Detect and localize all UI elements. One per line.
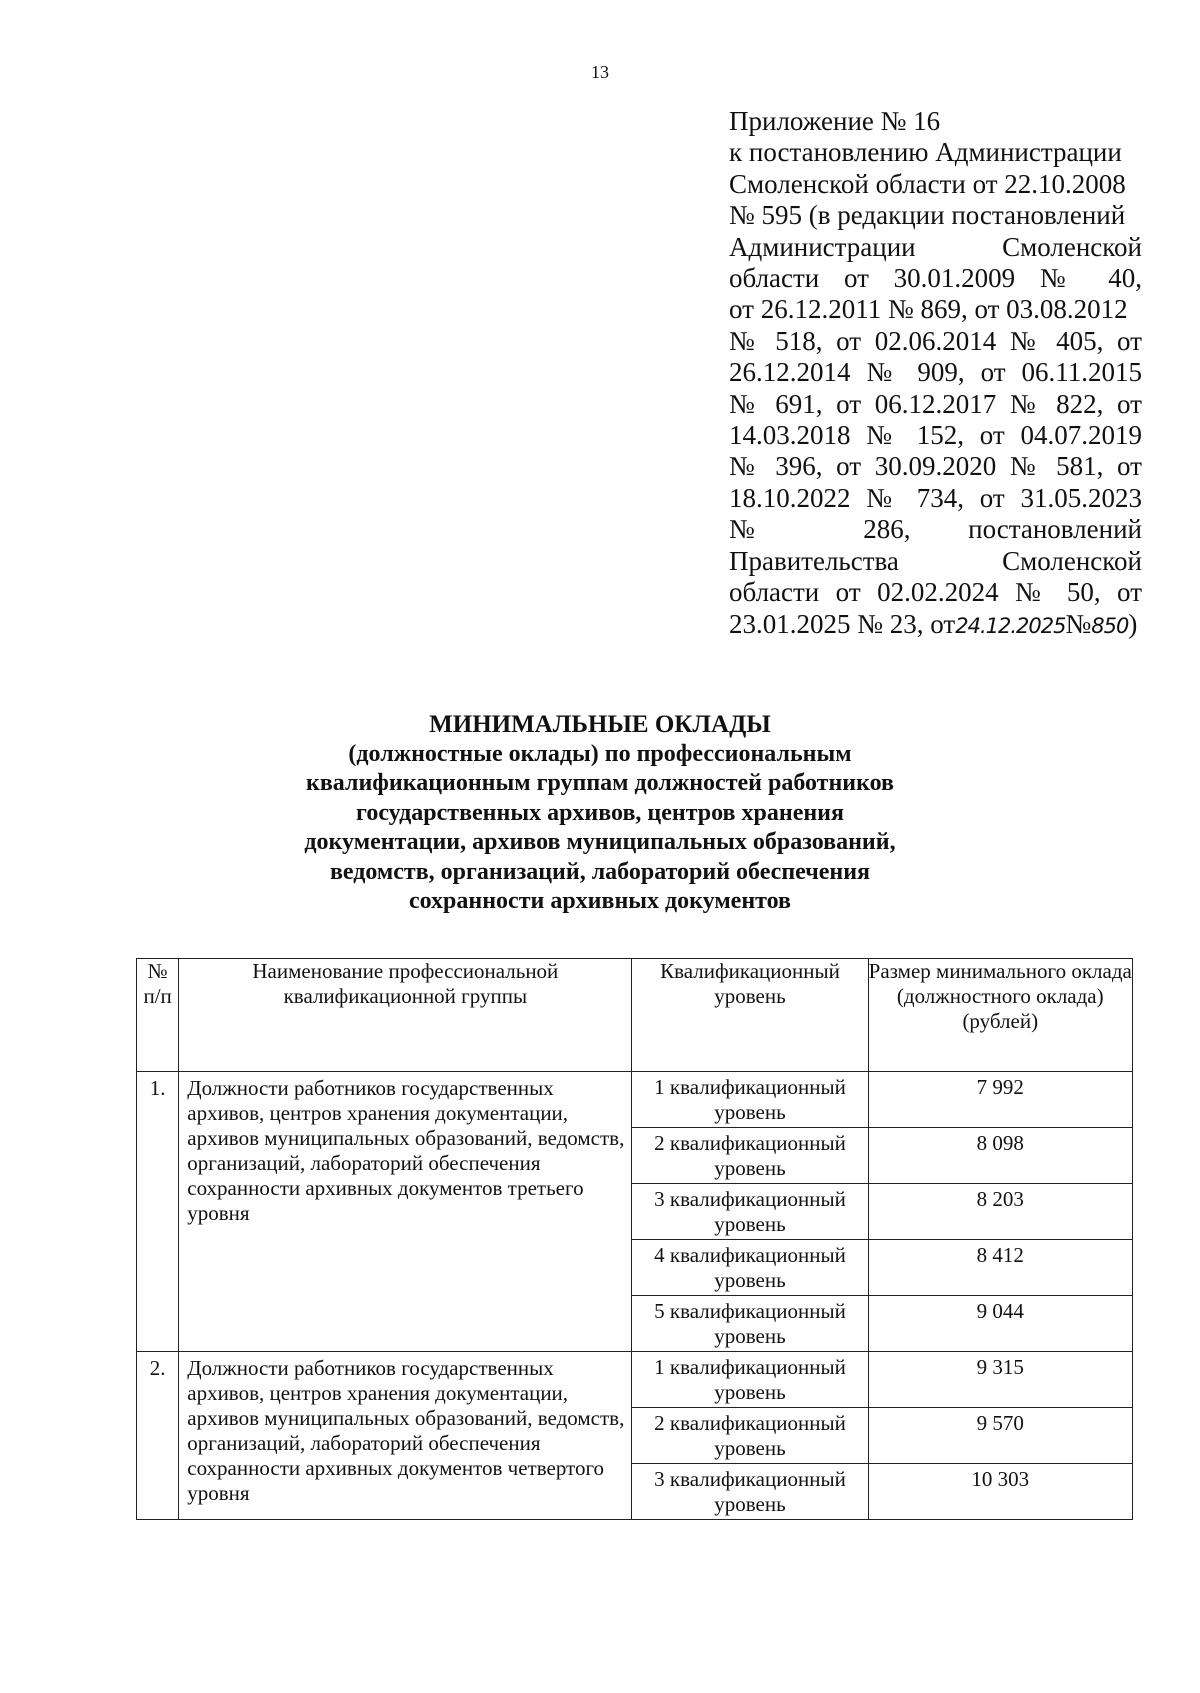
group-name: Должности работников государственных архивов, центров хранения документации, архивов муниципальных образований, ведомств, организаций, лабораторий обеспечения сохранности архивных документов третьего уровня: [179, 1072, 632, 1352]
handwritten-date: 24.12.2025: [955, 613, 1066, 638]
salary-cell: 9 570: [868, 1408, 1132, 1464]
appendix-line: 26.12.2014 № 909, от 06.11.2015: [729, 357, 1142, 388]
salary-cell: 9 315: [868, 1352, 1132, 1408]
level-cell: 1 квалификационный уровень: [632, 1072, 868, 1128]
appendix-closing: ): [1128, 608, 1138, 639]
table-row: [137, 1352, 1133, 1408]
group-num: 2.: [137, 1352, 179, 1520]
salary-cell: 9 044: [868, 1296, 1132, 1352]
salary-cell: 8 203: [868, 1184, 1132, 1240]
handwritten-number: 850: [1091, 613, 1129, 638]
appendix-line: от 26.12.2011 № 869, от 03.08.2012: [729, 294, 1128, 325]
table-header-row: [137, 959, 1133, 1072]
handwritten-number-sign: №: [1065, 608, 1092, 639]
salary-cell: 10 303: [868, 1464, 1132, 1520]
group-num: 1.: [137, 1072, 179, 1352]
appendix-line: Администрации Смоленской: [729, 231, 1142, 262]
appendix-block: [729, 106, 1142, 642]
appendix-line: Правительства Смоленской: [729, 545, 1142, 576]
title-line: квалификационным группам должностей работников: [306, 770, 894, 796]
appendix-last-line: [729, 609, 1142, 642]
level-cell: 4 квалификационный уровень: [632, 1240, 868, 1296]
header-size: Размер минимального оклада (должностного оклада) (рублей): [868, 959, 1132, 1072]
header-num: № п/п: [137, 959, 179, 1072]
appendix-line: № 691, от 06.12.2017 № 822, от: [729, 388, 1142, 419]
level-cell: 2 квалификационный уровень: [632, 1128, 868, 1184]
appendix-line: № 595 (в редакции постановлений: [729, 200, 1126, 231]
level-cell: 1 квалификационный уровень: [632, 1352, 868, 1408]
appendix-line: № 286, постановлений: [729, 514, 1142, 545]
level-cell: 3 квалификационный уровень: [632, 1184, 868, 1240]
level-cell: 2 квалификационный уровень: [632, 1408, 868, 1464]
title-line: документации, архивов муниципальных образований,: [304, 829, 896, 855]
appendix-line: № 518, от 02.06.2014 № 405, от: [729, 325, 1142, 356]
group-name: Должности работников государственных архивов, центров хранения документации, архивов муниципальных образований, ведомств, организаций, лабораторий обеспечения сохранности архивных документов четвертого уровня: [179, 1352, 632, 1520]
appendix-last-line-prefix: 23.01.2025 № 23, от: [729, 608, 956, 639]
appendix-line: 14.03.2018 № 152, от 04.07.2019: [729, 420, 1142, 451]
document-title: [0, 710, 1200, 917]
title-line: (должностные оклады) по профессиональным: [348, 740, 852, 767]
appendix-line: Приложение № 16: [729, 106, 941, 136]
salary-table: [136, 958, 1133, 1520]
title-line: государственных архивов, центров хранения: [356, 799, 844, 826]
appendix-line: Смоленской области от 22.10.2008: [729, 168, 1126, 199]
appendix-line: области от 02.02.2024 № 50, от: [729, 577, 1142, 608]
level-cell: 5 квалификационный уровень: [632, 1296, 868, 1352]
title-main: МИНИМАЛЬНЫЕ ОКЛАДЫ: [429, 711, 771, 738]
salary-cell: 8 098: [868, 1128, 1132, 1184]
header-name: Наименование профессиональной квалификационной группы: [179, 959, 632, 1072]
appendix-line: 18.10.2022 № 734, от 31.05.2023: [729, 482, 1142, 513]
title-line: сохранности архивных документов: [408, 888, 791, 914]
appendix-line: к постановлению Администрации: [729, 137, 1122, 168]
page-number: 13: [591, 62, 609, 82]
header-level: Квалификационный уровень: [632, 959, 868, 1072]
appendix-line: № 396, от 30.09.2020 № 581, от: [729, 451, 1142, 482]
title-line: ведомств, организаций, лабораторий обеспечения: [329, 858, 871, 885]
salary-cell: 8 412: [868, 1240, 1132, 1296]
table-row: [137, 1072, 1133, 1128]
salary-cell: 7 992: [868, 1072, 1132, 1128]
level-cell: 3 квалификационный уровень: [632, 1464, 868, 1520]
appendix-line: области от 30.01.2009 № 40,: [729, 263, 1142, 294]
